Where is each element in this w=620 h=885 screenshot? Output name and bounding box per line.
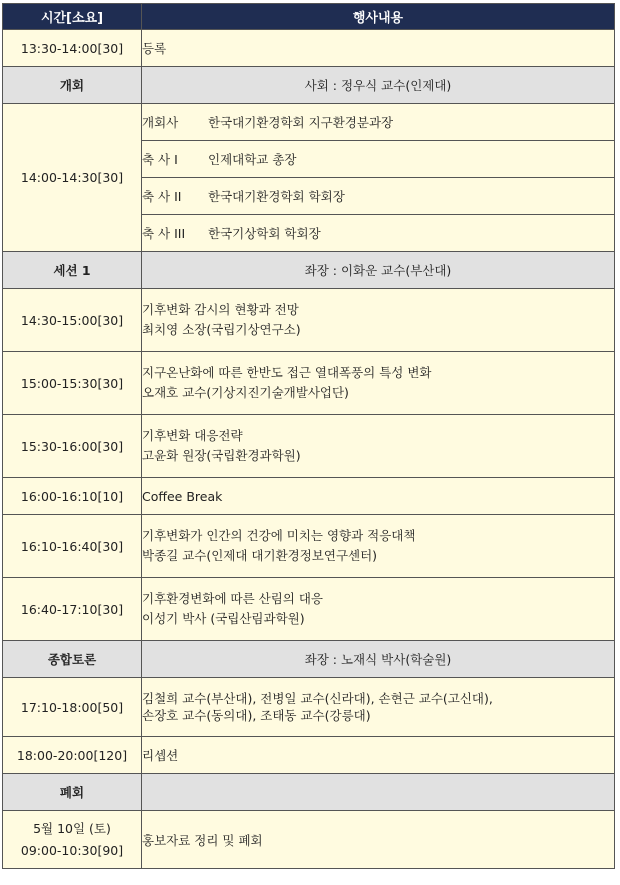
table-header-row — [3, 4, 615, 30]
talk-row — [3, 578, 615, 641]
session1-chair: 좌장 : 이화운 교수(부산대) — [142, 252, 615, 289]
talk-row — [3, 289, 615, 352]
talk-speaker: 오재호 교수(기상지진기술개발사업단) — [142, 385, 349, 400]
talk-time: 15:00-15:30[30] — [3, 352, 142, 415]
talk-row — [3, 515, 615, 578]
closing-content: 홍보자료 정리 및 폐회 — [142, 811, 615, 869]
discussion-chair: 좌장 : 노재식 박사(학술원) — [142, 641, 615, 678]
discussion-time: 17:10-18:00[50] — [3, 678, 142, 737]
discussion-label: 종합토론 — [3, 641, 142, 678]
panelists-line-2: 손장호 교수(동의대), 조태동 교수(강릉대) — [142, 708, 371, 723]
closing-empty — [142, 774, 615, 811]
opening-time: 14:00-14:30[30] — [3, 104, 142, 252]
talk-speaker: 이성기 박사 (국립산림과학원) — [142, 611, 305, 626]
talk-content — [142, 352, 615, 415]
coffee-break: Coffee Break — [142, 478, 615, 515]
reception-row — [3, 737, 615, 774]
talk-speaker: 최치영 소장(국립기상연구소) — [142, 322, 301, 337]
opening-chair: 사회 : 정우식 교수(인제대) — [142, 67, 615, 104]
registration-row — [3, 30, 615, 67]
speech-speaker: 한국기상학회 학회장 — [208, 226, 321, 241]
talk-content — [142, 578, 615, 641]
speech-role: 축 사 I — [142, 152, 178, 167]
talk-time: 16:00-16:10[10] — [3, 478, 142, 515]
opening-label: 개회 — [3, 67, 142, 104]
talk-title: 기후변화가 인간의 건강에 미치는 영향과 적응대책 — [142, 528, 416, 543]
opening-speech — [142, 104, 615, 141]
speech-speaker: 인제대학교 총장 — [208, 152, 297, 167]
closing-time: 09:00-10:30[90] — [20, 842, 124, 858]
talk-time: 16:10-16:40[30] — [3, 515, 142, 578]
closing-time-cell — [3, 811, 142, 869]
closing-label: 폐회 — [3, 774, 142, 811]
talk-row — [3, 415, 615, 478]
closing-row — [3, 811, 615, 869]
talk-title: 기후환경변화에 따른 산림의 대응 — [142, 591, 323, 606]
discussion-section-row — [3, 641, 615, 678]
reception-content: 리셉션 — [142, 737, 615, 774]
coffee-break-row — [3, 478, 615, 515]
discussion-panel-row — [3, 678, 615, 737]
speech-role: 축 사 III — [142, 226, 186, 241]
talk-content — [142, 515, 615, 578]
session1-label: 세션 1 — [3, 252, 142, 289]
talk-title: 지구온난화에 따른 한반도 접근 열대폭풍의 특성 변화 — [142, 365, 432, 380]
panelists-line-1: 김철희 교수(부산대), 전병일 교수(신라대), 손현근 교수(고신대), — [142, 691, 493, 706]
program-schedule-table — [2, 3, 615, 869]
closing-section-row — [3, 774, 615, 811]
opening-speech-row — [3, 104, 615, 141]
speech-speaker: 한국대기환경학회 학회장 — [208, 189, 345, 204]
speech-role: 개회사 — [142, 115, 179, 130]
opening-speech — [142, 215, 615, 252]
content-column-header: 행사내용 — [142, 4, 615, 30]
time-column-header: 시간[소요] — [3, 4, 142, 30]
talk-title: 기후변화 대응전략 — [142, 428, 243, 443]
session1-section-row — [3, 252, 615, 289]
talk-time: 16:40-17:10[30] — [3, 578, 142, 641]
reception-time: 18:00-20:00[120] — [3, 737, 142, 774]
talk-title: 기후변화 감시의 현황과 전망 — [142, 302, 299, 317]
speech-speaker: 한국대기환경학회 지구환경분과장 — [208, 115, 394, 130]
opening-section-row — [3, 67, 615, 104]
talk-content — [142, 289, 615, 352]
speech-role: 축 사 II — [142, 189, 182, 204]
talk-time: 15:30-16:00[30] — [3, 415, 142, 478]
talk-content — [142, 415, 615, 478]
opening-speech — [142, 141, 615, 178]
talk-speaker: 박종길 교수(인제대 대기환경정보연구센터) — [142, 548, 378, 563]
discussion-panelists — [142, 678, 615, 737]
talk-time: 14:30-15:00[30] — [3, 289, 142, 352]
talk-row — [3, 352, 615, 415]
closing-date: 5월 10일 (토) — [33, 820, 111, 836]
talk-speaker: 고윤화 원장(국립환경과학원) — [142, 448, 301, 463]
opening-speech — [142, 178, 615, 215]
registration-content: 등록 — [142, 30, 615, 67]
registration-time: 13:30-14:00[30] — [3, 30, 142, 67]
